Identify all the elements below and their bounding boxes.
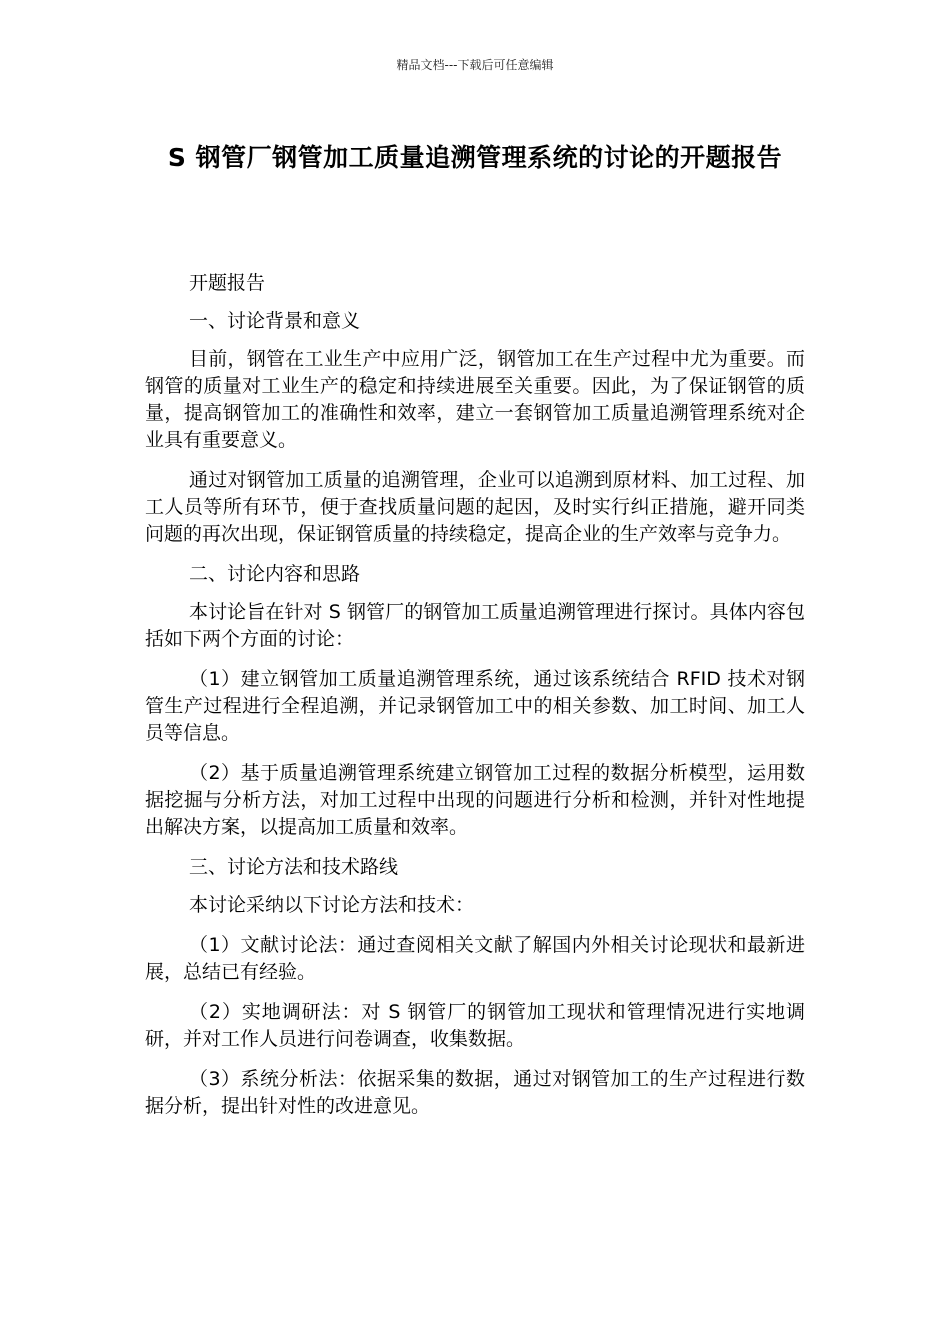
list-item-method-2: （2）实地调研法：对 S 钢管厂的钢管加工现状和管理情况进行实地调研，并对工作人员进行问卷调查，收集数据。 <box>145 1001 805 1050</box>
list-item-content-1: （1）建立钢管加工质量追溯管理系统，通过该系统结合 RFID 技术对钢管生产过程进行全程追溯，并记录钢管加工中的相关参数、加工时间、加工人员等信息。 <box>145 668 805 744</box>
section-heading-content: 二、讨论内容和思路 <box>189 563 361 585</box>
document-title: S 钢管厂钢管加工质量追溯管理系统的讨论的开题报告 <box>167 143 783 172</box>
paragraph-methods-intro: 本讨论采纳以下讨论方法和技术： <box>189 894 475 916</box>
section-heading-background: 一、讨论背景和意义 <box>189 310 361 332</box>
section-label-report: 开题报告 <box>189 272 266 294</box>
list-item-method-3: （3）系统分析法：依据采集的数据，通过对钢管加工的生产过程进行数据分析，提出针对性的改进意见。 <box>145 1068 805 1117</box>
list-item-method-1: （1）文献讨论法：通过查阅相关文献了解国内外相关讨论现状和最新进展，总结已有经验。 <box>145 934 805 983</box>
header-note: 精品文档---下载后可任意编辑 <box>396 58 554 72</box>
document-body <box>145 270 805 1133</box>
list-item-content-2: （2）基于质量追溯管理系统建立钢管加工过程的数据分析模型，运用数据挖掘与分析方法，对加工过程中出现的问题进行分析和检测，并针对性地提出解决方案，以提高加工质量和效率。 <box>145 762 805 838</box>
paragraph-background-1: 目前，钢管在工业生产中应用广泛，钢管加工在生产过程中尤为重要。而钢管的质量对工业生产的稳定和持续进展至关重要。因此，为了保证钢管的质量，提高钢管加工的准确性和效率，建立一套钢管加工质量追溯管理系统对企业具有重要意义。 <box>145 348 805 451</box>
section-heading-methods: 三、讨论方法和技术路线 <box>189 856 399 878</box>
paragraph-content-intro: 本讨论旨在针对 S 钢管厂的钢管加工质量追溯管理进行探讨。具体内容包括如下两个方面的讨论： <box>145 601 805 650</box>
paragraph-background-2: 通过对钢管加工质量的追溯管理，企业可以追溯到原材料、加工过程、加工人员等所有环节，便于查找质量问题的起因，及时实行纠正措施，避开同类问题的再次出现，保证钢管质量的持续稳定，提高企业的生产效率与竞争力。 <box>145 469 805 545</box>
